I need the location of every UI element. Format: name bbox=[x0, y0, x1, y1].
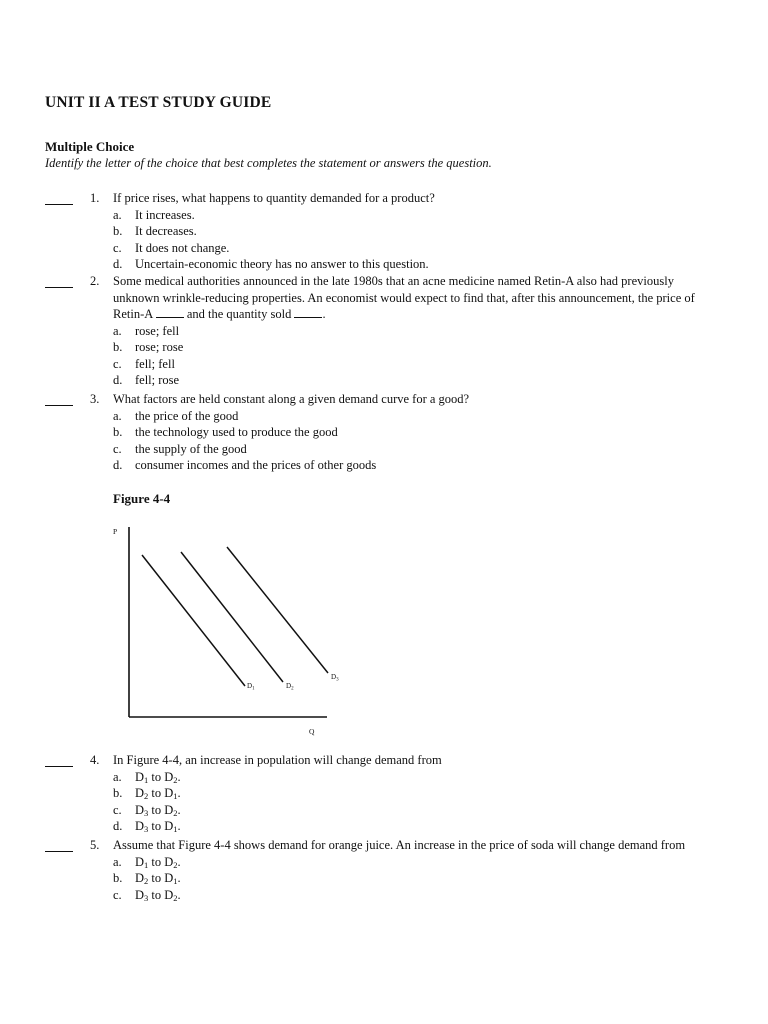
question-text: If price rises, what happens to quantity demanded for a product? bbox=[113, 191, 435, 205]
question-text: What factors are held constant along a given demand curve for a good? bbox=[113, 392, 470, 406]
option-c bbox=[113, 802, 723, 819]
question-number: 5. bbox=[90, 838, 100, 852]
answer-blank[interactable] bbox=[45, 190, 73, 205]
option-text: fell; rose bbox=[135, 373, 180, 387]
option-text: It does not change. bbox=[135, 240, 230, 255]
answer-blank[interactable] bbox=[45, 273, 73, 288]
option-c bbox=[113, 441, 723, 458]
option-letter: c. bbox=[113, 887, 122, 902]
option-text: $D_3$ to $D_2$. bbox=[135, 802, 181, 818]
demand-curve-d1 bbox=[142, 555, 245, 686]
question-body bbox=[113, 190, 723, 273]
answer-blank[interactable] bbox=[45, 391, 73, 406]
option-text: the price of the good bbox=[135, 408, 239, 423]
option-letter: d. bbox=[113, 373, 123, 387]
option-b bbox=[113, 785, 723, 802]
question-body bbox=[113, 273, 723, 389]
question-number: 4. bbox=[90, 753, 100, 767]
curve-label-d3: $D_3$ bbox=[331, 673, 339, 683]
option-a bbox=[113, 408, 723, 425]
option-letter: d. bbox=[113, 819, 123, 833]
question-body bbox=[113, 752, 723, 835]
option-letter: b. bbox=[113, 224, 123, 238]
answer-blank[interactable] bbox=[45, 837, 73, 852]
option-text: the supply of the good bbox=[135, 441, 247, 456]
option-b bbox=[113, 870, 723, 887]
answer-options bbox=[113, 769, 723, 835]
option-d bbox=[113, 256, 723, 273]
option-text: $D_1$ to $D_2$. bbox=[135, 854, 181, 870]
option-d bbox=[113, 372, 723, 389]
page-title: UNIT II A TEST STUDY GUIDE bbox=[45, 94, 272, 111]
option-text: rose; fell bbox=[135, 323, 180, 338]
option-c bbox=[113, 356, 723, 373]
option-letter: c. bbox=[113, 356, 122, 371]
demand-curve-d2 bbox=[181, 552, 283, 682]
option-b bbox=[113, 339, 723, 356]
answer-options bbox=[113, 207, 723, 273]
option-text: rose; rose bbox=[135, 340, 184, 354]
option-text: $D_3$ to $D_2$. bbox=[135, 887, 181, 903]
fill-in-blank bbox=[294, 306, 322, 318]
option-letter: d. bbox=[113, 458, 123, 472]
option-letter: c. bbox=[113, 240, 122, 255]
question-text: In Figure 4-4, an increase in population will change demand from bbox=[113, 753, 442, 767]
option-a bbox=[113, 854, 723, 871]
option-letter: a. bbox=[113, 323, 122, 338]
question-text-part: Some medical authorities announced in the late 1980s that an acne medicine named Retin-A also had previously unknown wrinkle-reducing properties. An economist would expect to find that, after this announcement, the price of Retin-A bbox=[113, 274, 695, 321]
section-instructions: Identify the letter of the choice that best completes the statement or answers the question. bbox=[45, 156, 492, 170]
option-a bbox=[113, 769, 723, 786]
option-letter: c. bbox=[113, 802, 122, 817]
demand-curve-d3 bbox=[227, 547, 328, 673]
option-c bbox=[113, 887, 723, 904]
option-letter: b. bbox=[113, 340, 123, 354]
option-b bbox=[113, 424, 723, 441]
section-title: Multiple Choice bbox=[45, 139, 135, 154]
option-a bbox=[113, 323, 723, 340]
question-body bbox=[113, 837, 723, 903]
question-number: 3. bbox=[90, 392, 100, 406]
option-letter: b. bbox=[113, 871, 123, 885]
option-text: fell; fell bbox=[135, 356, 175, 371]
option-letter: a. bbox=[113, 207, 122, 222]
option-text: $D_2$ to $D_1$. bbox=[135, 871, 181, 886]
option-text: consumer incomes and the prices of other goods bbox=[135, 458, 377, 472]
option-letter: c. bbox=[113, 441, 122, 456]
question-text: Assume that Figure 4-4 shows demand for orange juice. An increase in the price of soda will change demand from bbox=[113, 838, 686, 852]
answer-options bbox=[113, 408, 723, 474]
fill-in-blank bbox=[156, 306, 184, 318]
option-letter: a. bbox=[113, 769, 122, 784]
option-text: It increases. bbox=[135, 207, 195, 222]
curve-label-d2: $D_2$ bbox=[286, 682, 294, 692]
option-d bbox=[113, 457, 723, 474]
question-number: 2. bbox=[90, 274, 100, 288]
x-axis-label: Q bbox=[309, 727, 315, 736]
option-letter: a. bbox=[113, 854, 122, 869]
curve-label-d1: $D_1$ bbox=[247, 682, 255, 692]
option-text: $D_3$ to $D_1$. bbox=[135, 819, 181, 834]
option-letter: a. bbox=[113, 408, 122, 423]
figure-title: Figure 4-4 bbox=[113, 491, 171, 506]
option-text: It decreases. bbox=[135, 224, 197, 238]
answer-blank[interactable] bbox=[45, 752, 73, 767]
option-letter: d. bbox=[113, 257, 123, 271]
question-number: 1. bbox=[90, 191, 100, 205]
question-text bbox=[113, 273, 723, 323]
option-letter: b. bbox=[113, 425, 123, 439]
option-text: the technology used to produce the good bbox=[135, 425, 338, 439]
option-a bbox=[113, 207, 723, 224]
answer-options bbox=[113, 854, 723, 904]
demand-curves-figure bbox=[100, 520, 360, 740]
y-axis-label: P bbox=[113, 527, 118, 536]
answer-options bbox=[113, 323, 723, 389]
option-text: $D_2$ to $D_1$. bbox=[135, 786, 181, 801]
question-text-part: . bbox=[322, 307, 326, 321]
question-body bbox=[113, 391, 723, 474]
option-d bbox=[113, 818, 723, 835]
option-c bbox=[113, 240, 723, 257]
option-text: $D_1$ to $D_2$. bbox=[135, 769, 181, 785]
option-b bbox=[113, 223, 723, 240]
question-text-part: and the quantity sold bbox=[186, 307, 292, 321]
option-letter: b. bbox=[113, 786, 123, 800]
option-text: Uncertain-economic theory has no answer to this question. bbox=[135, 257, 429, 271]
